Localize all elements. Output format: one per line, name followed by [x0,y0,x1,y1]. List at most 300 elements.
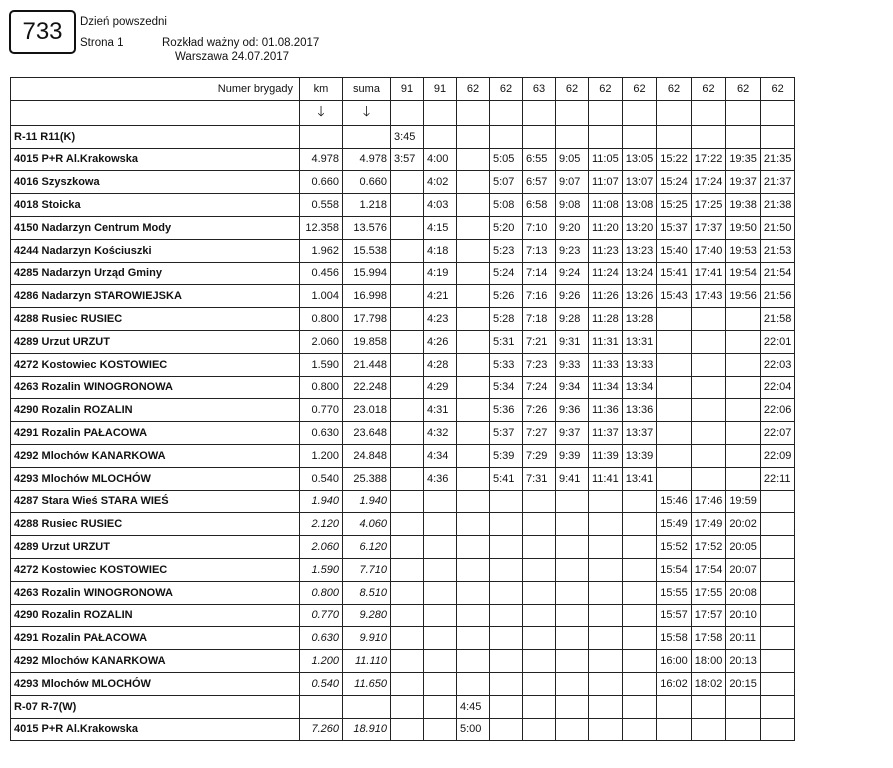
departure-time: 15:58 [657,627,692,650]
departure-time: 4:00 [424,148,457,171]
departure-time [726,308,761,331]
departure-time [691,718,726,741]
stop-name: 4289 Urzut URZUT [11,330,300,353]
departure-time [424,627,457,650]
table-row [11,262,795,285]
km-value: 0.800 [300,581,343,604]
stop-name: 4290 Rozalin ROZALIN [11,604,300,627]
brigade-number: 91 [391,78,424,101]
departure-time [457,330,490,353]
departure-time [391,718,424,741]
departure-time [391,536,424,559]
departure-time: 9:37 [556,422,589,445]
brigade-number: 62 [457,78,490,101]
departure-time [457,581,490,604]
departure-time: 19:59 [726,490,761,513]
departure-time: 3:57 [391,148,424,171]
departure-time [589,604,623,627]
departure-time [657,399,692,422]
departure-time: 13:05 [622,148,657,171]
departure-time: 17:46 [691,490,726,513]
stop-name: 4150 Nadarzyn Centrum Mody [11,216,300,239]
stop-name: 4286 Nadarzyn STAROWIEJSKA [11,285,300,308]
departure-time [657,444,692,467]
departure-time [457,422,490,445]
departure-time: 7:21 [523,330,556,353]
departure-time: 17:49 [691,513,726,536]
departure-time [424,650,457,673]
departure-time: 15:57 [657,604,692,627]
brigade-number: 62 [726,78,761,101]
table-row [11,376,795,399]
departure-time [391,695,424,718]
departure-time [391,672,424,695]
departure-time [391,650,424,673]
departure-time: 6:58 [523,194,556,217]
brigade-number: 62 [556,78,589,101]
departure-time [760,558,795,581]
stop-name: R-07 R-7(W) [11,695,300,718]
departure-time [589,627,623,650]
departure-time [691,330,726,353]
departure-time [726,422,761,445]
km-value [300,125,343,148]
sum-value: 23.648 [343,422,391,445]
departure-time: 15:49 [657,513,692,536]
sum-value: 9.280 [343,604,391,627]
departure-time: 13:20 [622,216,657,239]
departure-time: 19:50 [726,216,761,239]
departure-time: 4:15 [424,216,457,239]
table-row [11,536,795,559]
departure-time [523,513,556,536]
departure-time [457,650,490,673]
departure-time [556,558,589,581]
departure-time: 4:31 [424,399,457,422]
km-value: 1.590 [300,353,343,376]
departure-time [589,125,623,148]
departure-time: 5:07 [490,171,523,194]
stop-name: 4288 Rusiec RUSIEC [11,513,300,536]
departure-time: 9:20 [556,216,589,239]
departure-time: 11:28 [589,308,623,331]
departure-time: 21:35 [760,148,795,171]
departure-time: 9:05 [556,148,589,171]
departure-time: 13:23 [622,239,657,262]
departure-time: 15:40 [657,239,692,262]
departure-time: 16:02 [657,672,692,695]
stop-name: 4292 Mlochów KANARKOWA [11,650,300,673]
km-value: 2.120 [300,513,343,536]
departure-time: 11:08 [589,194,623,217]
page-number: Strona 1 [80,37,124,49]
table-row [11,467,795,490]
departure-time [523,672,556,695]
departure-time [457,604,490,627]
km-value: 0.630 [300,422,343,445]
sum-value: 8.510 [343,581,391,604]
departure-time: 15:43 [657,285,692,308]
departure-time [457,171,490,194]
down-arrow-icon: 🡓 [300,100,343,125]
departure-time: 15:37 [657,216,692,239]
departure-time [490,125,523,148]
departure-time: 9:07 [556,171,589,194]
departure-time [391,308,424,331]
stop-name: 4288 Rusiec RUSIEC [11,308,300,331]
departure-time [391,262,424,285]
table-row [11,672,795,695]
departure-time: 17:22 [691,148,726,171]
departure-time: 5:31 [490,330,523,353]
table-row [11,125,795,148]
departure-time: 15:46 [657,490,692,513]
departure-time [457,467,490,490]
departure-time [760,672,795,695]
departure-time [556,125,589,148]
departure-time: 22:01 [760,330,795,353]
departure-time [490,536,523,559]
sum-value: 24.848 [343,444,391,467]
departure-time [622,125,657,148]
table-row [11,148,795,171]
day-type: Dzień powszedni [80,16,167,28]
departure-time [391,353,424,376]
departure-time [726,467,761,490]
departure-time [622,513,657,536]
table-row [11,422,795,445]
departure-time: 4:26 [424,330,457,353]
departure-time: 5:39 [490,444,523,467]
departure-time [457,558,490,581]
departure-time: 13:37 [622,422,657,445]
departure-time [589,513,623,536]
departure-time [657,376,692,399]
departure-time: 5:34 [490,376,523,399]
issue-place-date: Warszawa 24.07.2017 [175,51,290,63]
table-row [11,216,795,239]
arrow-row [11,100,795,125]
arrow-row-blank [11,100,300,125]
stop-name: 4015 P+R Al.Krakowska [11,148,300,171]
departure-time: 7:16 [523,285,556,308]
departure-time [726,695,761,718]
departure-time: 5:23 [490,239,523,262]
departure-time: 17:43 [691,285,726,308]
departure-time [523,558,556,581]
km-value: 0.770 [300,399,343,422]
sum-value: 16.998 [343,285,391,308]
departure-time [391,444,424,467]
departure-time [490,718,523,741]
departure-time: 5:41 [490,467,523,490]
km-value: 0.660 [300,171,343,194]
departure-time: 17:58 [691,627,726,650]
departure-time [424,125,457,148]
departure-time: 5:37 [490,422,523,445]
stop-name: 4285 Nadarzyn Urząd Gminy [11,262,300,285]
departure-time [457,444,490,467]
departure-time [523,125,556,148]
brigade-number: 62 [760,78,795,101]
sum-value: 4.060 [343,513,391,536]
departure-time [457,353,490,376]
departure-time [457,513,490,536]
departure-time [622,650,657,673]
departure-time [726,444,761,467]
departure-time: 9:41 [556,467,589,490]
departure-time [457,285,490,308]
departure-time: 15:52 [657,536,692,559]
departure-time: 9:28 [556,308,589,331]
km-value: 2.060 [300,330,343,353]
stop-name: 4292 Mlochów KANARKOWA [11,444,300,467]
departure-time: 13:31 [622,330,657,353]
departure-time [523,718,556,741]
departure-time: 4:02 [424,171,457,194]
departure-time [760,581,795,604]
km-value: 7.260 [300,718,343,741]
departure-time [760,125,795,148]
table-row [11,308,795,331]
km-value: 0.800 [300,308,343,331]
departure-time: 7:14 [523,262,556,285]
departure-time: 7:29 [523,444,556,467]
km-value: 0.456 [300,262,343,285]
departure-time [556,718,589,741]
table-row [11,194,795,217]
departure-time: 21:53 [760,239,795,262]
departure-time: 20:08 [726,581,761,604]
departure-time [589,650,623,673]
stop-name: 4244 Nadarzyn Kościuszki [11,239,300,262]
km-value: 0.800 [300,376,343,399]
departure-time: 5:20 [490,216,523,239]
departure-time [760,627,795,650]
departure-time: 4:34 [424,444,457,467]
sum-value: 23.018 [343,399,391,422]
timetable [10,77,795,741]
departure-time [622,627,657,650]
departure-time [424,490,457,513]
km-value: 1.940 [300,490,343,513]
departure-time: 20:10 [726,604,761,627]
stop-name: 4015 P+R Al.Krakowska [11,718,300,741]
departure-time [457,399,490,422]
departure-time [391,604,424,627]
departure-time: 11:39 [589,444,623,467]
departure-time: 13:33 [622,353,657,376]
table-row [11,239,795,262]
departure-time [391,422,424,445]
departure-time: 5:24 [490,262,523,285]
departure-time [622,695,657,718]
table-row [11,718,795,741]
departure-time [457,536,490,559]
departure-time [589,672,623,695]
brigade-number: 62 [657,78,692,101]
departure-time [691,422,726,445]
km-value: 0.630 [300,627,343,650]
departure-time: 22:09 [760,444,795,467]
departure-time: 4:19 [424,262,457,285]
departure-time [523,581,556,604]
departure-time [760,695,795,718]
departure-time [622,536,657,559]
departure-time: 19:56 [726,285,761,308]
departure-time [657,330,692,353]
departure-time [622,490,657,513]
table-row [11,581,795,604]
departure-time: 5:00 [457,718,490,741]
sum-value: 15.538 [343,239,391,262]
departure-time: 20:13 [726,650,761,673]
km-value: 1.590 [300,558,343,581]
departure-time: 13:39 [622,444,657,467]
departure-time [556,695,589,718]
departure-time [589,536,623,559]
km-value [300,695,343,718]
km-value: 0.540 [300,467,343,490]
table-row [11,171,795,194]
km-value: 0.540 [300,672,343,695]
departure-time [391,216,424,239]
departure-time [657,467,692,490]
table-row [11,330,795,353]
departure-time: 5:08 [490,194,523,217]
line-number: 733 [22,18,63,45]
departure-time [589,490,623,513]
departure-time: 13:08 [622,194,657,217]
stop-name: 4289 Urzut URZUT [11,536,300,559]
departure-time [523,604,556,627]
departure-time [556,536,589,559]
table-row [11,650,795,673]
km-value: 1.004 [300,285,343,308]
table-row [11,695,795,718]
km-value: 4.978 [300,148,343,171]
sum-value: 21.448 [343,353,391,376]
departure-time [457,308,490,331]
sum-label: suma [343,78,391,101]
departure-time [657,695,692,718]
departure-time [556,581,589,604]
stop-name: 4263 Rozalin WINOGRONOWA [11,376,300,399]
table-row [11,353,795,376]
departure-time: 11:26 [589,285,623,308]
departure-time: 9:31 [556,330,589,353]
departure-time: 4:32 [424,422,457,445]
departure-time: 13:28 [622,308,657,331]
departure-time: 21:54 [760,262,795,285]
departure-time [760,513,795,536]
departure-time: 20:15 [726,672,761,695]
departure-time: 11:20 [589,216,623,239]
table-row [11,558,795,581]
departure-time: 17:55 [691,581,726,604]
departure-time [726,353,761,376]
departure-time [691,444,726,467]
km-value: 12.358 [300,216,343,239]
sum-value: 13.576 [343,216,391,239]
departure-time: 7:27 [523,422,556,445]
departure-time [424,672,457,695]
departure-time: 6:55 [523,148,556,171]
departure-time [726,376,761,399]
departure-time [490,627,523,650]
departure-time: 3:45 [391,125,424,148]
departure-time [490,650,523,673]
departure-time: 4:21 [424,285,457,308]
departure-time: 17:52 [691,536,726,559]
stop-name: 4287 Stara Wieś STARA WIEŚ [11,490,300,513]
departure-time [622,604,657,627]
departure-time: 7:23 [523,353,556,376]
stop-name: R-11 R11(K) [11,125,300,148]
departure-time [556,627,589,650]
departure-time [523,627,556,650]
departure-time: 9:34 [556,376,589,399]
departure-time: 11:33 [589,353,623,376]
departure-time: 7:13 [523,239,556,262]
km-value: 2.060 [300,536,343,559]
departure-time: 22:04 [760,376,795,399]
departure-time [760,604,795,627]
sum-value: 11.110 [343,650,391,673]
departure-time [622,672,657,695]
departure-time [424,695,457,718]
departure-time: 17:41 [691,262,726,285]
departure-time [490,672,523,695]
sum-value: 7.710 [343,558,391,581]
departure-time: 9:24 [556,262,589,285]
departure-time: 18:00 [691,650,726,673]
table-row [11,285,795,308]
departure-time: 19:35 [726,148,761,171]
departure-time [556,604,589,627]
departure-time [457,490,490,513]
departure-time [391,490,424,513]
departure-time: 13:07 [622,171,657,194]
departure-time: 9:36 [556,399,589,422]
departure-time: 4:28 [424,353,457,376]
departure-time: 7:18 [523,308,556,331]
brigade-number: 91 [424,78,457,101]
departure-time [657,353,692,376]
departure-time: 9:33 [556,353,589,376]
sum-value: 19.858 [343,330,391,353]
stop-name: 4272 Kostowiec KOSTOWIEC [11,558,300,581]
departure-time: 19:54 [726,262,761,285]
departure-time [490,558,523,581]
stop-name: 4272 Kostowiec KOSTOWIEC [11,353,300,376]
departure-time: 17:57 [691,604,726,627]
departure-time [391,194,424,217]
departure-time: 11:07 [589,171,623,194]
line-number-box [9,10,76,54]
departure-time: 17:40 [691,239,726,262]
sum-value: 15.994 [343,262,391,285]
timetable-body [11,78,795,741]
departure-time [391,399,424,422]
table-row [11,604,795,627]
departure-time [457,262,490,285]
departure-time: 17:24 [691,171,726,194]
departure-time: 21:58 [760,308,795,331]
departure-time [726,718,761,741]
departure-time: 15:54 [657,558,692,581]
departure-time [622,718,657,741]
